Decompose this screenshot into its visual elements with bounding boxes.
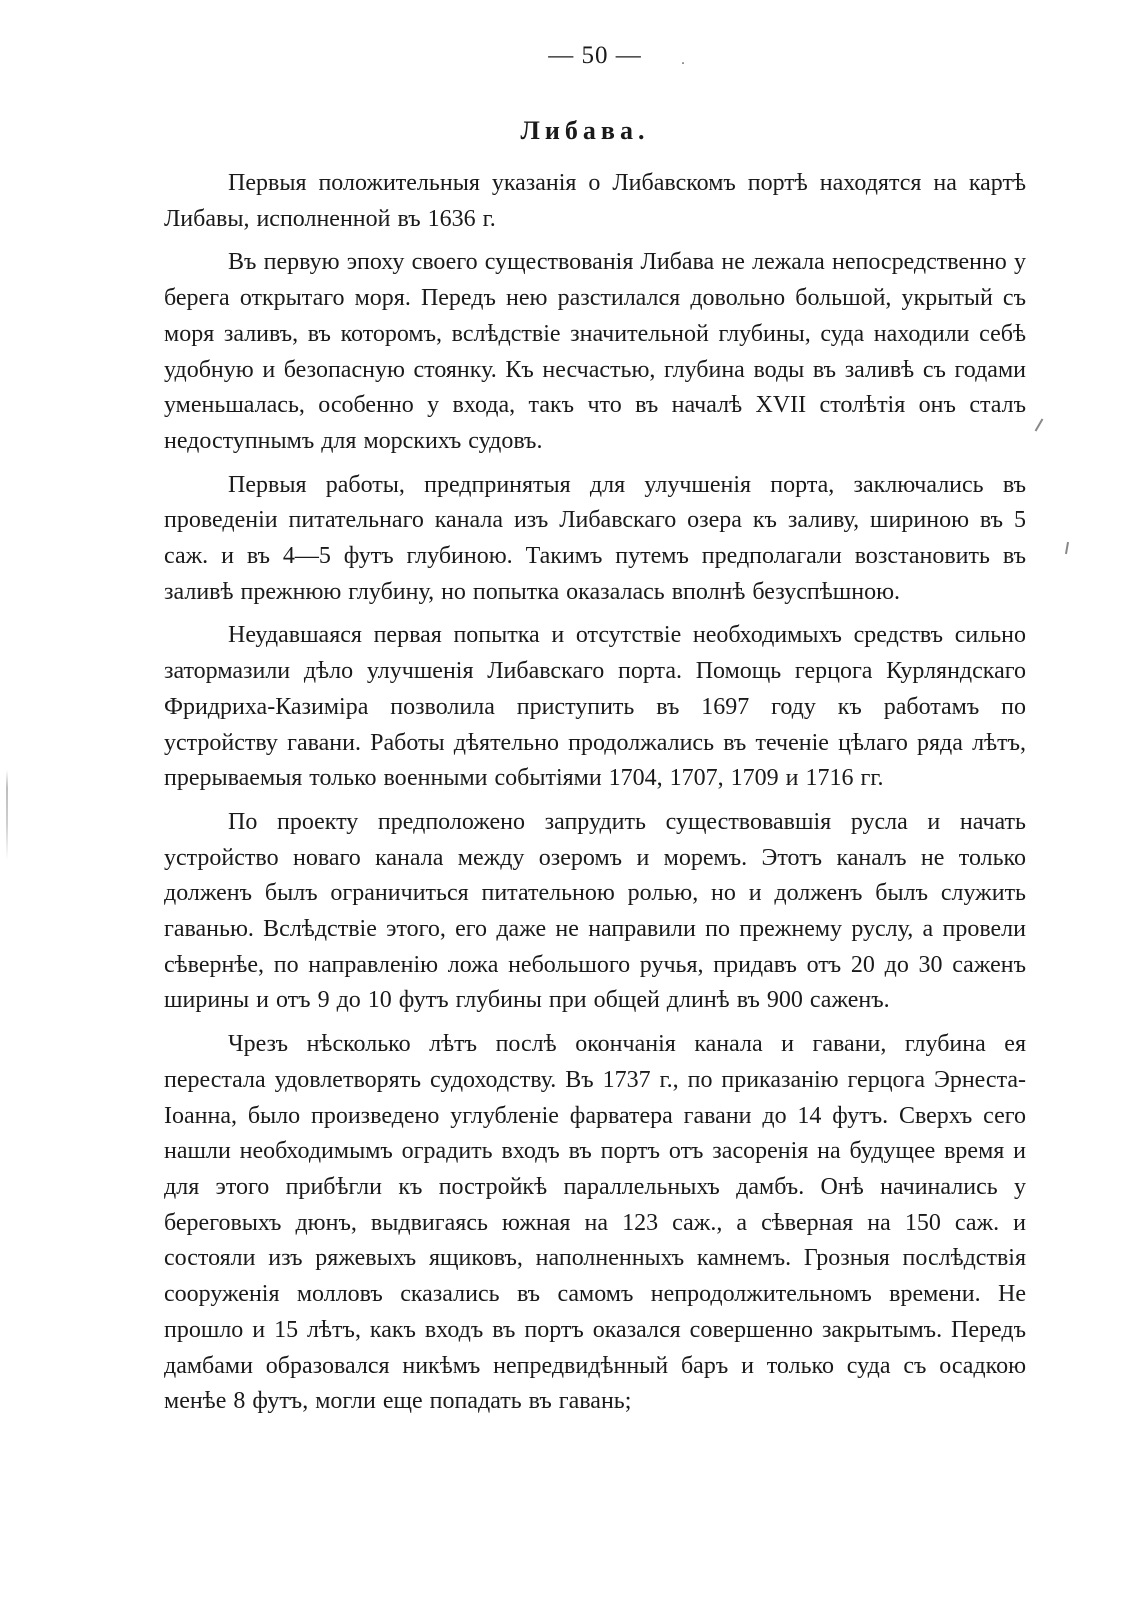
paragraph-2: Въ первую эпоху своего существованія Либава не лежала непосредственно у берега открытаго моря. Передъ нею разстилался довольно большой, укрытый съ моря заливъ, въ которомъ, вслѣдствіе значительной глубины, суда находили себѣ удобную и безопасную стоянку. Къ несчастью, глубина воды въ заливѣ съ годами уменьшалась, особенно у входа, такъ что въ началѣ XVII столѣтія онъ сталъ недоступнымъ для морскихъ судовъ. xyxy=(164,249,1026,454)
paragraph-5: По проекту предположено запрудить существовавшія русла и начать устройство новаго канала между озеромъ и моремъ. Этотъ каналъ не только долженъ былъ ограничиться питательною ролью, но и долженъ былъ служить гаванью. Вслѣдствіе этого, его даже не направили по прежнему руслу, а провели сѣвернѣе, по направленію ложа небольшого ручья, придавъ отъ 20 до 30 саженъ ширины и отъ 9 до 10 футъ глубины при общей длинѣ въ 900 саженъ. xyxy=(164,808,1026,1014)
scan-speck xyxy=(1065,542,1069,554)
scan-mark: ˙ xyxy=(680,58,686,78)
section-title: Либава. xyxy=(520,116,650,145)
body-text xyxy=(164,166,1026,1428)
scan-speck xyxy=(1035,418,1044,431)
paragraph-1: Первыя положительныя указанія о Либавскомъ портѣ находятся на картѣ Либавы, исполненной въ 1636 г. xyxy=(164,170,1026,232)
paragraph-6: Чрезъ нѣсколько лѣтъ послѣ окончанія канала и гавани, глубина ея перестала удовлетворять судоходству. Въ 1737 г., по приказанію герцога Эрнеста-Іоанна, было произведено углубленіе фарватера гавани до 14 футъ. Сверхъ сего нашли необходимымъ оградить входъ въ портъ отъ засоренія на будущее время и для этого прибѣгли къ постройкѣ параллельныхъ дамбъ. Онѣ начинались у береговыхъ дюнъ, выдвигаясь южная на 123 саж., а сѣверная на 150 саж. и состояли изъ ряжевыхъ ящиковъ, наполненныхъ камнемъ. Грозныя послѣдствія сооруженія молловъ сказались въ самомъ непродолжительномъ времени. Не прошло и 15 лѣтъ, какъ входъ въ портъ оказался совершенно закрытымъ. Передъ дамбами образовался никѣмъ непредвидѣнный баръ и только суда съ осадкою менѣе 8 футъ, могли еще попадать въ гавань; xyxy=(164,1031,1026,1415)
paragraph-3: Первыя работы, предпринятыя для улучшенія порта, заключались въ проведеніи питательнаго канала изъ Либавскаго озера къ заливу, шириною въ 5 саж. и въ 4—5 футъ глубиною. Такимъ путемъ предполагали возстановить въ заливѣ прежнюю глубину, но попытка оказалась вполнѣ безуспѣшною. xyxy=(164,471,1026,605)
scan-edge-mark xyxy=(6,770,8,860)
paragraph-4: Неудавшаяся первая попытка и отсутствіе необходимыхъ средствъ сильно затормазили дѣло улучшенія Либавскаго порта. Помощь герцога Курляндскаго Фридриха-Казиміра позволила приступить въ 1697 году къ работамъ по устройству гавани. Работы дѣятельно продолжались въ теченіе цѣлаго ряда лѣтъ, прерываемыя только военными событіями 1704, 1707, 1709 и 1716 гг. xyxy=(164,622,1026,792)
page-number: — 50 — xyxy=(548,42,642,69)
